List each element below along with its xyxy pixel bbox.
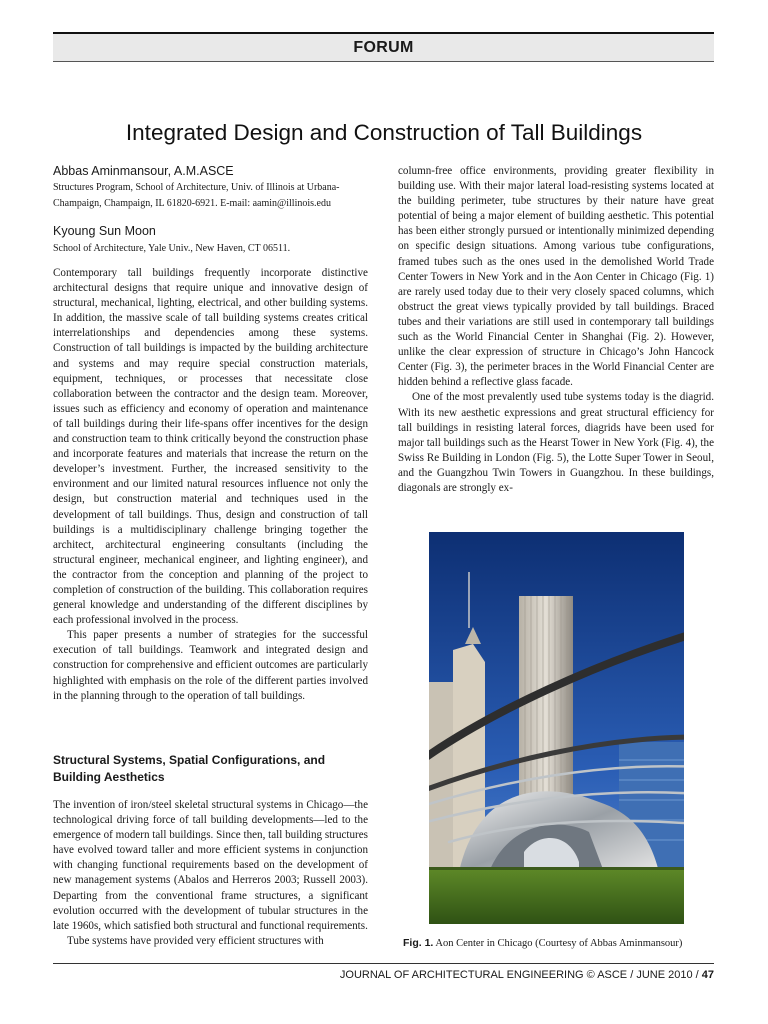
paragraph: This paper presents a number of strategies for the successful execution of tall buildings. Teamwork and integrated design and construction for comprehensive and efficient outcomes are particularly highlighted with emphasis on the role of the different parties involved in the planning through to the operation of tall buildings. xyxy=(53,629,368,702)
page-number: 47 xyxy=(701,969,714,981)
author-name: Abbas Aminmansour, A.M.ASCE xyxy=(53,164,234,178)
paragraph: Contemporary tall buildings frequently incorporate distinctive architectural designs that require unique and innovative design of structural, mechanical, lighting, electrical, and other building systems. In addition, the massive scale of tall building systems creates critical interrelationships and dependencies among these systems. Construction of tall buildings is impacted by the building architecture and systems and may require special construction materials, equipment, techniques, or processes that necessitate close collaboration between the contractor and the design team. Moreover, issues such as efficiency and economy of operation and maintenance of tall buildings during their life-spans offer incentives for the design and construction team to think critically beyond the construction phase and incorporate features and materials that increase the return on the developer’s investment. Further, the increased sensitivity to the environment and our limited natural resources influence not only the design, but construction material and techniques used in the development of tall buildings. Thus, design and construction of tall buildings is a multidisciplinary challenge bringing together the architect, architectural engineering consultants (including the structural engineer, mechanical engineer, and lighting engineer), and the contractor from the conception and planning of the project to completion of construction of the building. This collaboration requires general knowledge and understanding of the different disciplines by each professional involved in the process. xyxy=(53,267,368,627)
paragraph: Tube systems have provided very efficient structures with xyxy=(67,934,324,947)
right-column-body xyxy=(398,164,714,496)
author-affiliation: Structures Program, School of Architecture, Univ. of Illinois at Urbana-Champaign, Champaign, IL 61820-6921. E-mail: aamin@illinois.edu xyxy=(53,182,340,209)
journal-text: JOURNAL OF ARCHITECTURAL ENGINEERING © ASCE / JUNE 2010 / xyxy=(339,969,699,981)
figure-caption-text: Aon Center in Chicago (Courtesy of Abbas Aminmansour) xyxy=(435,938,683,949)
figure-1-photo xyxy=(429,532,684,924)
footer-rule xyxy=(53,963,714,964)
author-name: Kyoung Sun Moon xyxy=(53,224,156,238)
section-body xyxy=(53,798,368,949)
forum-header-band xyxy=(53,32,714,62)
article-title: Integrated Design and Construction of Tall Buildings xyxy=(125,120,643,145)
page-footer xyxy=(340,969,714,981)
paragraph: One of the most prevalently used tube systems today is the diagrid. With its new aesthetic expressions and great structural efficiency for tall buildings in resisting lateral forces, diagrids have been used for major tall buildings such as the Hearst Tower in New York (Fig. 4), the Swiss Re Building in London (Fig. 5), the Lotte Super Tower in Seoul, and the Guangzhou Twin Towers in Guangzhou. In these buildings, diagonals are strongly ex- xyxy=(398,391,714,494)
aon-center-photo-illustration xyxy=(429,532,684,924)
left-column-body xyxy=(53,266,368,704)
paragraph: column-free office environments, providing greater flexibility in building use. With their major lateral load-resisting systems located at the building perimeter, tube structures by their nature have great potential of being a major element of building aesthetic. This potential has been either strongly pursued or intentionally minimized depending on specific design situations. Among various tube configurations, framed tubes such as the ones used in the demolished World Trade Center Towers in New York and in the Aon Center in Chicago (Fig. 1) are rarely used today due to their very closely spaced columns, which obstruct the great views typically provided by tall buildings. Braced tubes and their variations are still used in contemporary tall buildings such as the World Financial Center in Shanghai (Fig. 2). However, unlike the clear expression of structure in Chicago’s John Hancock Center (Fig. 3), the perimeter braces in the World Financial Center are hidden behind a reflective glass facade. xyxy=(398,165,714,389)
figure-caption xyxy=(403,937,723,949)
section-heading: Structural Systems, Spatial Configurations, and Building Aesthetics xyxy=(53,753,326,784)
figure-label: Fig. 1. xyxy=(403,937,434,949)
section-label: FORUM xyxy=(353,38,414,56)
paragraph: The invention of iron/steel skeletal structural systems in Chicago—the technological driving force of tall building developments—led to the emergence of modern tall buildings. Since then, tall building structures have evolved toward taller and more efficient systems in conjunction with changing functional requirements based on the development of new management systems (Abalos and Herreros 2003; Russell 2003). Departing from the conventional frame structures, a significant evolution occurred with the development of tubular structures in the late 1960s, which satisfied both structural and functional requirements. xyxy=(53,799,368,932)
author-affiliation: School of Architecture, Yale Univ., New Haven, CT 06511. xyxy=(53,243,291,254)
